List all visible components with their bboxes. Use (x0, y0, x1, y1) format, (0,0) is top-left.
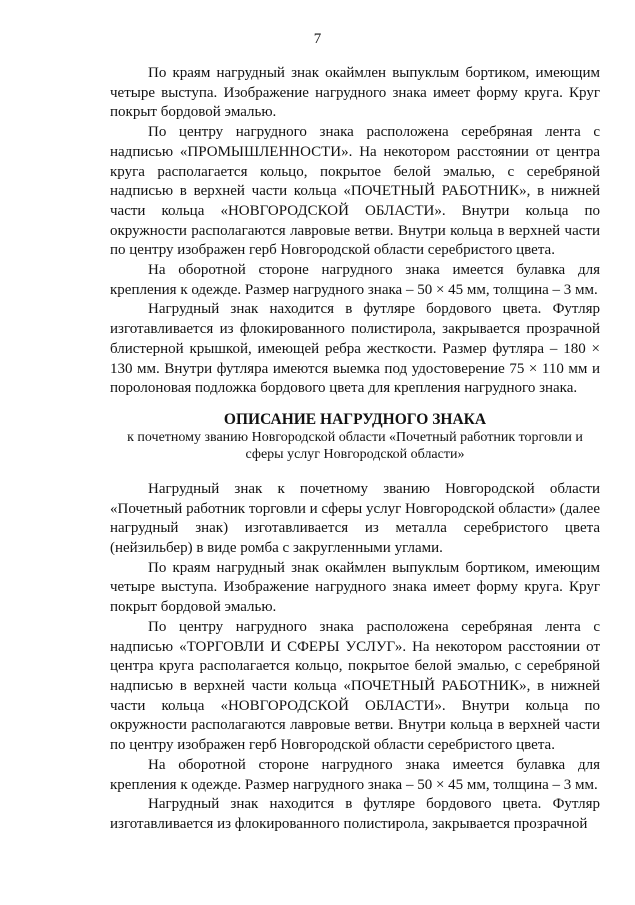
section-heading (110, 410, 600, 463)
paragraph: На оборотной стороне нагрудного знака имеется булавка для крепления к одежде. Размер нагрудного знака – 50 × 45 мм, толщина – 3 мм. (110, 262, 600, 298)
paragraph: Нагрудный знак находится в футляре бордового цвета. Футляр изготавливается из флокированного полистирола, закрывается прозрачной (110, 796, 600, 832)
paragraph: Нагрудный знак к почетному званию Новгородской области «Почетный работник торговли и сферы услуг Новгородской области» (далее нагрудный знак) изготавливается из металла серебристого цвета (нейзильбер) в виде ромба с закругленными углами. (110, 480, 600, 557)
paragraph: По центру нагрудного знака расположена серебряная лента с надписью «ТОРГОВЛИ И СФЕРЫ УСЛУГ». На некотором расстоянии от центра круга располагается кольцо, покрытое белой эмалью, с серебряной надписью в верхней части кольца «ПОЧЕТНЫЙ РАБОТНИК», в нижней части кольца «НОВГОРОДСКОЙ ОБЛАСТИ». Внутри кольца по окружности располагаются лавровые ветви. Внутри кольца в верхней части по центру изображен герб Новгородской области серебристого цвета. (110, 618, 600, 754)
document-body (110, 64, 600, 835)
heading-title: ОПИСАНИЕ НАГРУДНОГО ЗНАКА (223, 410, 487, 428)
paragraph: По краям нагрудный знак окаймлен выпуклым бортиком, имеющим четыре выступа. Изображение нагрудного знака имеет форму круга. Круг покрыт бордовой эмалью. (110, 65, 600, 121)
section-2 (110, 480, 600, 835)
paragraph: По краям нагрудный знак окаймлен выпуклым бортиком, имеющим четыре выступа. Изображение нагрудного знака имеет форму круга. Круг покрыт бордовой эмалью. (110, 559, 600, 616)
paragraph: По центру нагрудного знака расположена серебряная лента с надписью «ПРОМЫШЛЕННОСТИ». На некотором расстоянии от центра круга располагается кольцо, покрытое белой эмалью, с серебряной надписью в верхней части кольца «ПОЧЕТНЫЙ РАБОТНИК», в нижней части кольца «НОВГОРОДСКОЙ ОБЛАСТИ». Внутри кольца по окружности располагаются лавровые ветви. Внутри кольца в верхней части по центру изображен герб Новгородской области серебристого цвета. (110, 124, 600, 259)
page-number: 7 (313, 31, 322, 47)
paragraph: На оборотной стороне нагрудного знака имеется булавка для крепления к одежде. Размер нагрудного знака – 50 × 45 мм, толщина – 3 мм. (110, 756, 600, 793)
section-1 (110, 64, 600, 399)
heading-subtitle: к почетному званию Новгородской области «Почетный работник торговли и сферы услуг Новгородской области» (127, 429, 583, 462)
paragraph: Нагрудный знак находится в футляре бордового цвета. Футляр изготавливается из флокированного полистирола, закрывается прозрачной блистерной крышкой, имеющей ребра жесткости. Размер футляра – 180 × 130 мм. Внутри футляра имеются выемка под удостоверение 75 × 110 мм и поролоновая подложка бордового цвета для крепления нагрудного знака. (110, 301, 600, 397)
